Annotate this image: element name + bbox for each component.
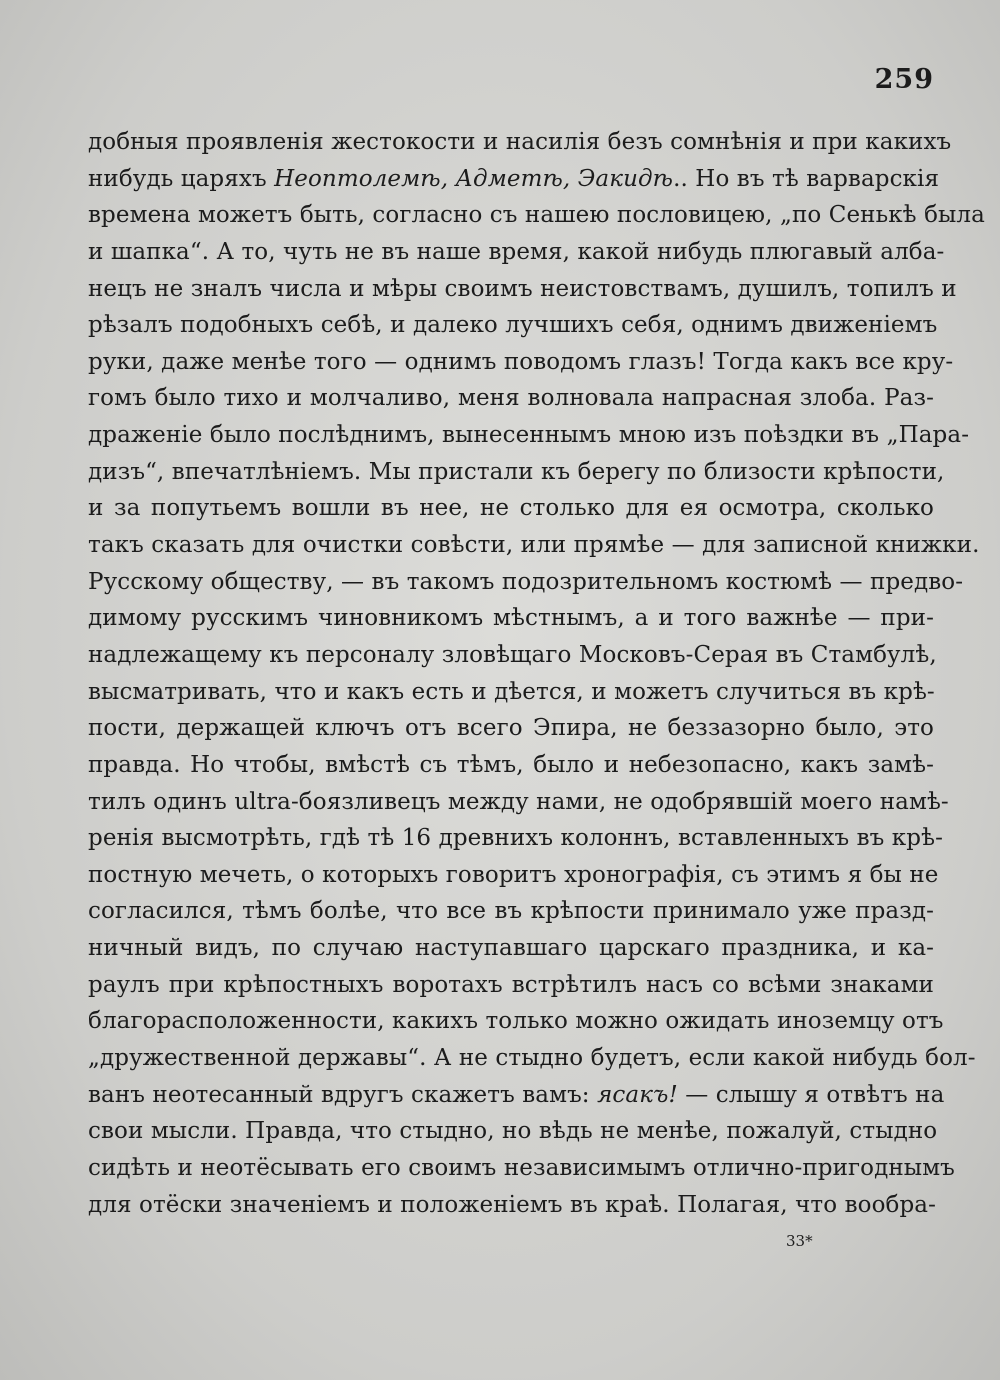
text-line: надлежащему къ персоналу зловѣщаго Московъ-Серая въ Стамбулѣ, bbox=[88, 641, 937, 668]
text-line: постную мечеть, о которыхъ говоритъ хронографія, съ этимъ я бы не bbox=[88, 861, 939, 888]
page-number: 259 bbox=[874, 64, 934, 95]
text-line: Русскому обществу, — въ такомъ подозрительномъ костюмѣ — предво- bbox=[88, 568, 964, 595]
text-line: такъ сказать для очистки совѣсти, или прямѣе — для записной книжки. bbox=[88, 532, 980, 559]
text-line: димому русскимъ чиновникомъ мѣстнымъ, а и того важнѣе — при- bbox=[88, 605, 934, 632]
text-line: нецъ не зналъ числа и мѣры своимъ неистовствамъ, душилъ, топилъ и bbox=[88, 275, 957, 302]
text-line: нибудь царяхъ Неоптолемѣ, Адметѣ, Эакидѣ.. Но въ тѣ варварскія bbox=[88, 165, 940, 192]
text-line: руки, даже менѣе того — однимъ поводомъ глазъ! Тогда какъ все кру- bbox=[88, 348, 954, 375]
text-line: и за попутьемъ вошли въ нее, не столько для ея осмотра, сколько bbox=[88, 495, 934, 522]
text-line: „дружественной державы“. А не стыдно будетъ, если какой нибудь бол- bbox=[88, 1045, 976, 1072]
text-line: ничный видъ, по случаю наступавшаго царскаго праздника, и ка- bbox=[88, 935, 934, 962]
body-text bbox=[88, 124, 985, 1223]
text-line: дизъ“, впечатлѣніемъ. Мы пристали къ берегу по близости крѣпости, bbox=[88, 458, 945, 485]
italic-phrase: ясакъ! bbox=[597, 1081, 678, 1108]
text-line: ванъ неотесанный вдругъ скажетъ вамъ: ясакъ! — слышу я отвѣтъ на bbox=[88, 1081, 945, 1108]
text-line: тилъ одинъ ultra-боязливецъ между нами, не одобрявшій моего намѣ- bbox=[88, 788, 949, 815]
text-line: драженіе было послѣднимъ, вынесеннымъ мною изъ поѣздки въ „Пара- bbox=[88, 422, 970, 449]
text-line: благорасположенности, какихъ только можно ожидать иноземцу отъ bbox=[88, 1008, 944, 1035]
text-line: рѣзалъ подобныхъ себѣ, и далеко лучшихъ себя, однимъ движеніемъ bbox=[88, 312, 938, 339]
text-line: правда. Но чтобы, вмѣстѣ съ тѣмъ, было и небезопасно, какъ замѣ- bbox=[88, 751, 934, 778]
text-line: высматривать, что и какъ есть и дѣется, и можетъ случиться въ крѣ- bbox=[88, 678, 935, 705]
italic-phrase: Неоптолемѣ, Адметѣ, Эакидѣ bbox=[274, 165, 674, 192]
text-line: согласился, тѣмъ болѣе, что все въ крѣпости принимало уже празд- bbox=[88, 898, 934, 925]
text-line: времена можетъ быть, согласно съ нашею пословицею, „по Сенькѣ была bbox=[88, 202, 985, 229]
text-line: и шапка“. А то, чуть не въ наше время, какой нибудь плюгавый алба- bbox=[88, 238, 945, 265]
text-line: раулъ при крѣпостныхъ воротахъ встрѣтилъ насъ со всѣми знаками bbox=[88, 971, 934, 998]
signature-mark: 33* bbox=[786, 1232, 813, 1250]
text-line: ренія высмотрѣть, гдѣ тѣ 16 древнихъ колоннъ, вставленныхъ въ крѣ- bbox=[88, 825, 943, 852]
text-line: гомъ было тихо и молчаливо, меня волновала напрасная злоба. Раз- bbox=[88, 385, 934, 412]
text-line: пости, держащей ключъ отъ всего Эпира, не беззазорно было, это bbox=[88, 715, 934, 742]
text-line: добныя проявленія жестокости и насилія безъ сомнѣнія и при какихъ bbox=[88, 129, 952, 155]
text-line: свои мысли. Правда, что стыдно, но вѣдь не менѣе, пожалуй, стыдно bbox=[88, 1118, 938, 1145]
text-line: для отёски значеніемъ и положеніемъ въ краѣ. Полагая, что вообра- bbox=[88, 1191, 936, 1218]
text-line: сидѣть и неотёсывать его своимъ независимымъ отлично-пригоднымъ bbox=[88, 1154, 955, 1181]
